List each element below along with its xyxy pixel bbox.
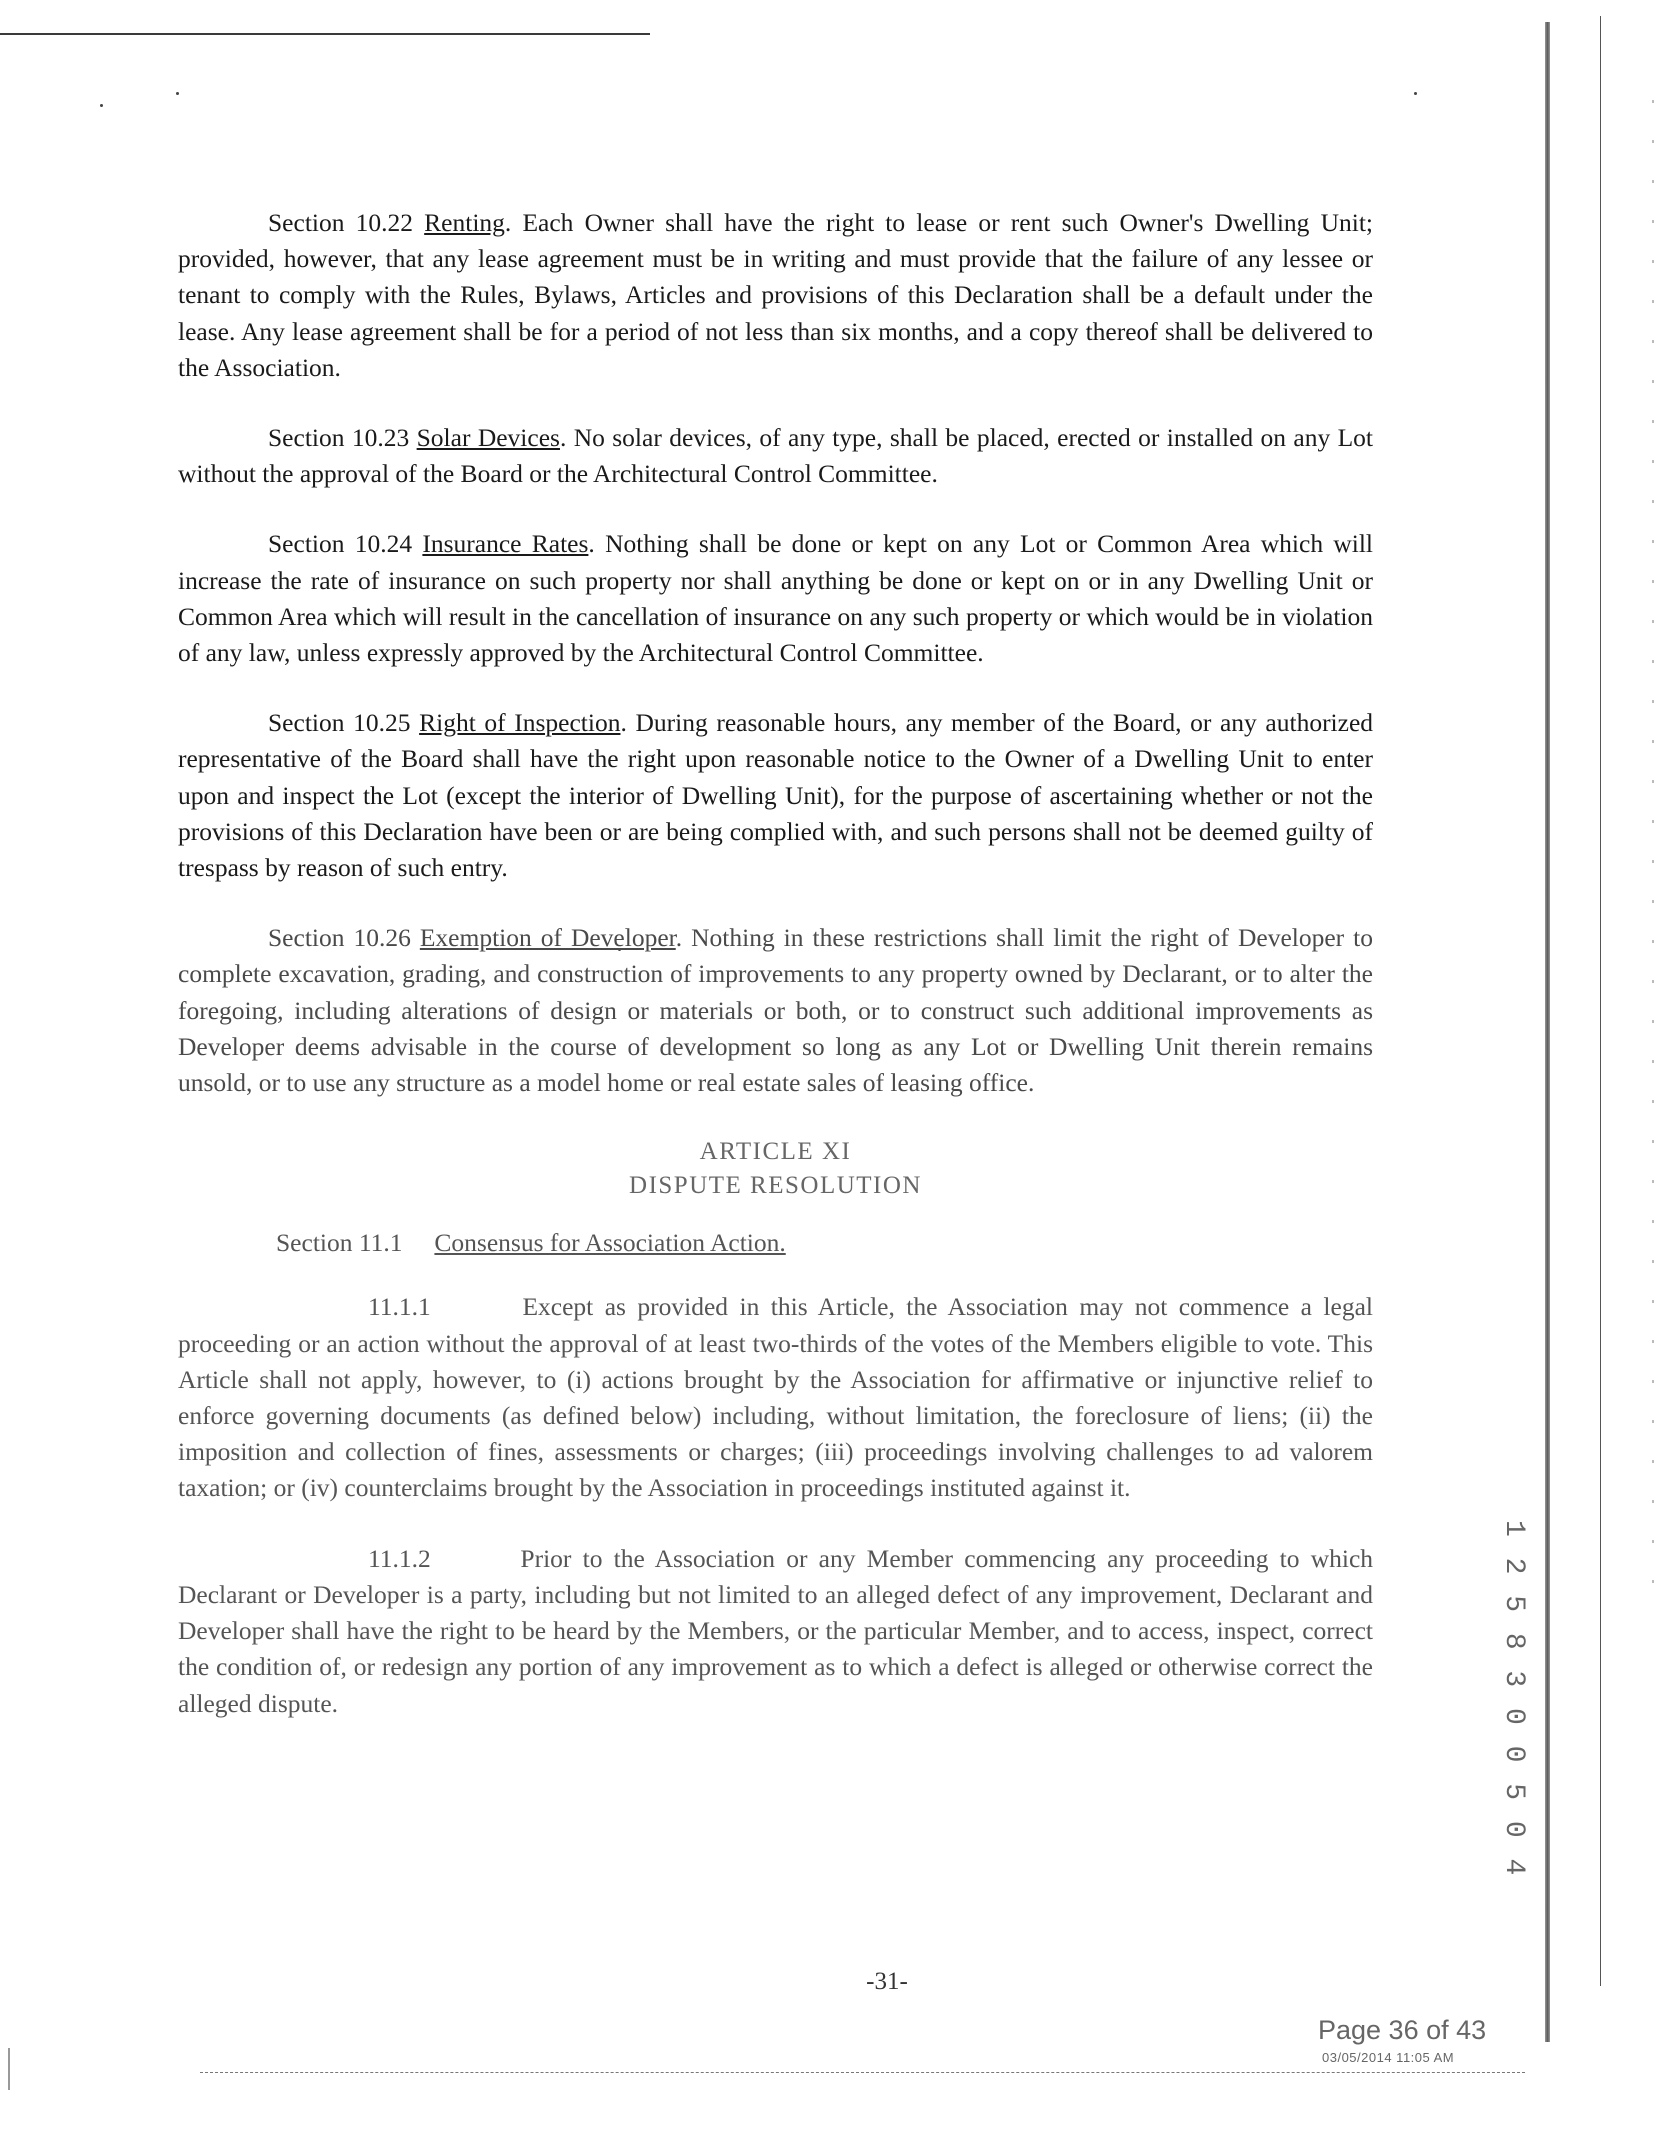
section-heading: Insurance Rates <box>422 529 589 559</box>
section-10-25: Section 10.25 Right of Inspection. During reasonable hours, any member of the Board, or any authorized representative of the Board shall have the right upon reasonable notice to the Owner of a Dwelling Unit to enter upon and inspect the Lot (except the interior of Dwelling Unit), for the purpose of ascertaining whether or not the provisions of this Declaration have been or are being complied with, and such persons shall not be deemed guilty of trespass by reason of such entry. <box>178 708 1374 883</box>
section-number: Section 10.24 <box>268 529 413 559</box>
subsection-11-1-1 <box>178 1289 1373 1506</box>
section-text: No solar devices, of any type, shall be placed, erected or installed on any Lot without the approval of the Board or the Architectural Control Committee. <box>178 423 1373 489</box>
section-10-22: Section 10.22 Renting. Each Owner shall have the right to lease or rent such Owner's Dwelling Unit; provided, however, that any lease agreement must be in writing and must provide that the failure of any lessee or tenant to comply with the Rules, Bylaws, Articles and provisions of this Declaration shall be a default under the lease. Any lease agreement shall be for a period of not less than six months, and a copy thereof shall be delivered to the Association. <box>178 208 1374 382</box>
scan-top-rule <box>0 33 650 35</box>
section-number: Section 10.26 <box>268 923 411 953</box>
scan-edge-noise <box>1652 100 1654 1600</box>
article-heading <box>178 1135 1373 1203</box>
section-number: Section 10.23 <box>268 423 410 453</box>
subsection-text: Prior to the Association or any Member commencing any proceeding to which Declarant or Developer is a party, including but not limited to an alleged defect of any improvement, Declarant and Developer shall have the right to be heard by the Members, or the particular Member, and to access, inspect, correct the condition of, or redesign any portion of any improvement as to which a defect is alleged or otherwise correct the alleged dispute. <box>178 1543 1374 1718</box>
section-11-1 <box>276 1225 1373 1261</box>
scan-left-mark <box>8 2048 10 2090</box>
scan-right-edge-line <box>1600 16 1601 1986</box>
subsection-text: Except as provided in this Article, the Association may not commence a legal proceeding or an action without the approval of at least two-thirds of the votes of the Members eligible to vote. This Article shall not apply, however, to (i) actions brought by the Association for affirmative or injunctive relief to enforce governing documents (as defined below) including, without limitation, the foreclosure of liens; (ii) the imposition and collection of fines, assessments or charges; (iii) proceedings involving challenges to ad valorem taxation; or (iv) counterclaims brought by the Association in proceedings instituted against it. <box>178 1292 1373 1503</box>
section-text: Nothing in these restrictions shall limit the right of Developer to complete excavation, grading, and construction of improvements to any property owned by Declarant, or to alter the foregoing, including alterations of design or materials or both, or to construct such additional improvements as Developer deems advisable in the course of development so long as any Lot or Dwelling Unit therein remains unsold, or to use any structure as a model home or real estate sales of leasing office. <box>178 923 1373 1098</box>
section-heading: Exemption of Developer <box>419 923 676 953</box>
scan-speck <box>100 104 103 107</box>
subsection-number: 11.1.2 <box>368 1543 431 1573</box>
section-number: Section 11.1 <box>276 1228 403 1258</box>
section-10-24: Section 10.24 Insurance Rates. Nothing shall be done or kept on any Lot or Common Area which will increase the rate of insurance on such property nor shall anything be done or kept on or in any Dwelling Unit or Common Area which will result in the cancellation of insurance on any such property or which would be in violation of any law, unless expressly approved by the Architectural Control Committee. <box>178 529 1373 668</box>
section-heading: Consensus for Association Action. <box>434 1228 786 1258</box>
section-number: Section 10.25 <box>268 708 411 738</box>
article-title: DISPUTE RESOLUTION <box>629 1172 922 1200</box>
page-of-indicator: Page 36 of 43 <box>1318 2015 1487 2045</box>
subsection-11-1-2 <box>178 1541 1373 1722</box>
scan-bottom-rule <box>200 2072 1525 2074</box>
scan-right-border <box>1545 22 1550 2042</box>
section-heading: Solar Devices <box>416 423 560 453</box>
section-heading: Renting <box>424 208 505 237</box>
section-text: Nothing shall be done or kept on any Lot or Common Area which will increase the rate of insurance on such property nor shall anything be done or kept on or in any Dwelling Unit or Common Area which will result in the cancellation of insurance on any such property or which would be in violation of any law, unless expressly approved by the Architectural Control Committee. <box>178 529 1373 668</box>
side-stamp-text: 1 2 5 8 3 0 0 5 0 4 <box>1498 1520 1529 1878</box>
document-body <box>178 205 1373 1756</box>
page-number: -31- <box>866 1968 908 1995</box>
section-text: During reasonable hours, any member of the Board, or any authorized representative of the Board shall have the right upon reasonable notice to the Owner of a Dwelling Unit to enter upon and inspect the Lot (except the interior of Dwelling Unit), for the purpose of ascertaining whether or not the provisions of this Declaration have been or are being complied with, and such persons shall not be deemed guilty of trespass by reason of such entry. <box>178 708 1374 883</box>
section-10-23: Section 10.23 Solar Devices. No solar devices, of any type, shall be placed, erected or installed on any Lot without the approval of the Board or the Architectural Control Committee. <box>178 423 1373 489</box>
section-number: Section 10.22 <box>268 208 414 237</box>
section-heading: Right of Inspection <box>419 708 621 738</box>
scan-speck <box>1414 92 1417 95</box>
section-text: Each Owner shall have the right to lease or rent such Owner's Dwelling Unit; provided, however, that any lease agreement must be in writing and must provide that the failure of any lessee or tenant to comply with the Rules, Bylaws, Articles and provisions of this Declaration shall be a default under the lease. Any lease agreement shall be for a period of not less than six months, and a copy thereof shall be delivered to the Association. <box>178 208 1374 382</box>
subsection-number: 11.1.1 <box>368 1292 431 1322</box>
article-number: ARTICLE XI <box>699 1138 852 1166</box>
side-stamp <box>1498 1520 1538 1877</box>
scan-speck <box>176 92 179 95</box>
section-10-26: Section 10.26 Exemption of Developer. Nothing in these restrictions shall limit the right of Developer to complete excavation, grading, and construction of improvements to any property owned by Declarant, or to alter the foregoing, including alterations of design or materials or both, or to construct such additional improvements as Developer deems advisable in the course of development so long as any Lot or Dwelling Unit therein remains unsold, or to use any structure as a model home or real estate sales of leasing office. <box>178 923 1373 1098</box>
print-timestamp: 03/05/2014 11:05 AM <box>1322 2050 1455 2065</box>
